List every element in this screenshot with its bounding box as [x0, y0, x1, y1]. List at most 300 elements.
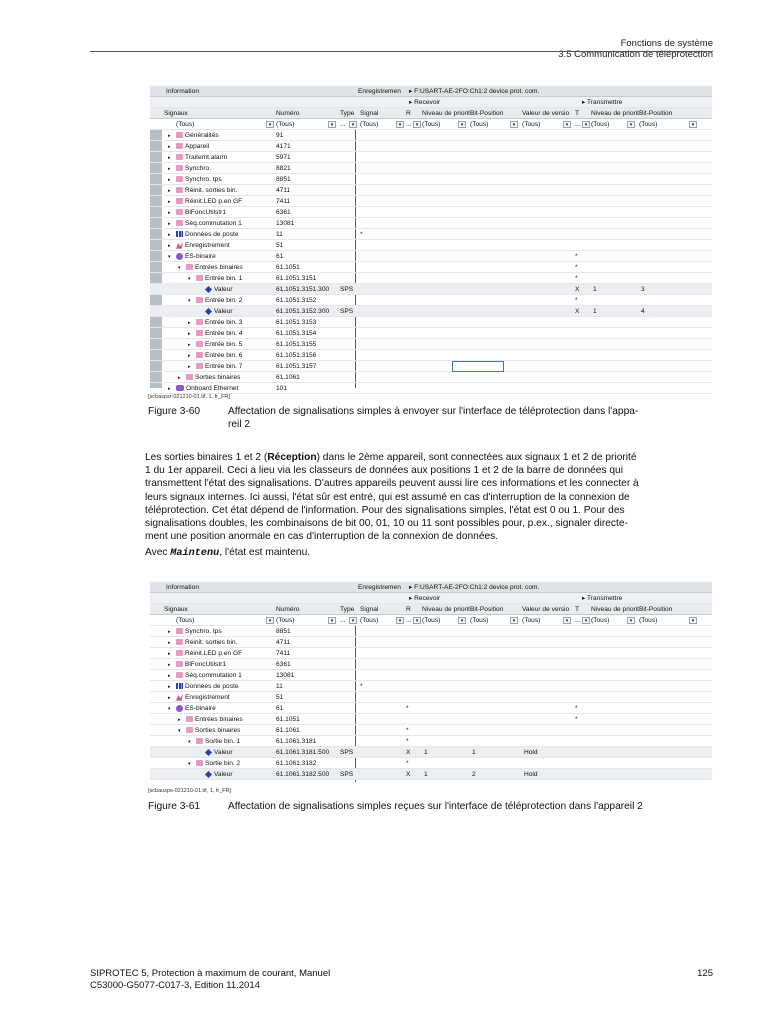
- signal-number: 91: [276, 132, 284, 139]
- signal-label: Valeur: [214, 749, 233, 756]
- table-row[interactable]: [150, 130, 712, 141]
- footer-title: SIPROTEC 5, Protection à maximum de courant, Manuel: [90, 968, 331, 979]
- para-line: 1 du 1er appareil. Ceci a lieu via les classeurs de données aux positions 1 et 2 de la barre de données qui: [145, 465, 623, 477]
- folder-icon: [176, 672, 183, 678]
- table-row[interactable]: [150, 372, 712, 383]
- table-row[interactable]: [150, 328, 712, 339]
- expand-toggle-icon[interactable]: ▸: [178, 717, 181, 723]
- expand-toggle-icon[interactable]: ▸: [168, 232, 171, 238]
- signal-label: Entrée bin. 3: [205, 319, 243, 326]
- transmit-mark: *: [575, 716, 578, 723]
- filter-dropdown-button[interactable]: ▾: [582, 121, 590, 128]
- signal-label: Valeur: [214, 771, 233, 778]
- recording-icon: [176, 694, 183, 701]
- folder-icon: [196, 297, 203, 303]
- filter-dots: ...: [406, 121, 412, 128]
- column-header-niveau2[interactable]: Niveau de priorit: [591, 606, 639, 613]
- signal-number: 11: [276, 683, 283, 690]
- expand-toggle-icon[interactable]: ▸: [168, 695, 171, 701]
- table-row[interactable]: [150, 681, 712, 692]
- filter-dropdown-button[interactable]: ▾: [689, 617, 697, 624]
- filter-dropdown-button[interactable]: ▾: [413, 121, 421, 128]
- recevoir-label: ▸ Recevoir: [409, 595, 441, 602]
- signal-name-cell: [168, 670, 274, 681]
- grid-info-bar: [150, 86, 712, 97]
- signal-label: Sortie bin. 1: [205, 738, 241, 745]
- column-header-niveau[interactable]: Niveau de priorit: [422, 110, 470, 117]
- receive-priority: 1: [424, 771, 428, 778]
- signal-name-cell: [188, 350, 274, 361]
- signal-number: 61: [276, 253, 284, 260]
- column-header-signaux[interactable]: Signaux: [164, 110, 188, 117]
- table-row[interactable]: [150, 637, 712, 648]
- expand-toggle-icon[interactable]: ▸: [168, 651, 171, 657]
- expand-toggle-icon[interactable]: ▸: [188, 353, 191, 359]
- folder-icon: [176, 209, 183, 215]
- signal-name-cell: [168, 207, 274, 218]
- filter-dropdown-button[interactable]: ▾: [349, 121, 357, 128]
- expand-toggle-icon[interactable]: ▾: [188, 298, 191, 304]
- signal-name-cell: [168, 152, 274, 163]
- selected-cell[interactable]: [452, 361, 504, 372]
- signal-name-cell: [188, 736, 274, 747]
- table-row[interactable]: [150, 174, 712, 185]
- filter-dropdown-button[interactable]: ▾: [563, 121, 571, 128]
- station-data-icon: [176, 683, 183, 689]
- signal-number: 4711: [276, 187, 291, 194]
- expand-toggle-icon[interactable]: ▾: [168, 254, 171, 260]
- filter-dropdown-button[interactable]: ▾: [396, 121, 404, 128]
- table-row[interactable]: [150, 747, 712, 758]
- para-text: Avec: [145, 547, 171, 559]
- signal-label: Données de poste: [185, 231, 239, 238]
- signal-number: 13081: [276, 220, 295, 227]
- table-row[interactable]: [150, 295, 712, 306]
- filter-dropdown-button[interactable]: ▾: [510, 617, 518, 624]
- column-header-signal[interactable]: Signal: [360, 110, 379, 117]
- filter-dropdown-button[interactable]: ▾: [458, 617, 466, 624]
- transmit-mark: X: [575, 308, 580, 315]
- signal-number: 8821: [276, 165, 291, 172]
- folder-icon: [176, 143, 183, 149]
- filter-dropdown-button[interactable]: ▾: [328, 617, 336, 624]
- signal-number: 61.1061.3181.500: [276, 749, 330, 756]
- column-header-type[interactable]: Type: [340, 606, 355, 613]
- fallback-value: Hold: [524, 749, 538, 756]
- signal-name-cell: [168, 626, 274, 637]
- signal-name-cell: [168, 141, 274, 152]
- signal-label: Traitemt.alarm: [185, 154, 228, 161]
- filter-dropdown-button[interactable]: ▾: [582, 617, 590, 624]
- transmit-priority: 1: [593, 308, 597, 315]
- column-header-numero[interactable]: Numéro: [276, 110, 300, 117]
- transmettre-label: ▸ Transmettre: [582, 595, 623, 602]
- signal-number: 61.1051.3156: [276, 352, 317, 359]
- para-line: transmettent l'état des signalisations. D'autres appareils peuvent aussi lire ces informations et les connecter à: [145, 478, 639, 490]
- table-row[interactable]: [150, 218, 712, 229]
- table-row[interactable]: [150, 306, 712, 317]
- signal-label: Généralités: [185, 132, 219, 139]
- table-row[interactable]: [150, 670, 712, 681]
- signal-number: 8851: [276, 628, 291, 635]
- filter-dropdown-button[interactable]: ▾: [396, 617, 404, 624]
- signal-type: SPS: [340, 308, 354, 315]
- transmit-priority: 1: [593, 286, 597, 293]
- body-paragraph: [145, 451, 715, 561]
- para-line: ment une position anormale en cas d'interruption de la connexion de données.: [145, 531, 499, 543]
- filter-niv2: (Tous): [591, 121, 610, 128]
- filter-dropdown-button[interactable]: ▾: [266, 121, 274, 128]
- signal-label: Entrée bin. 7: [205, 363, 243, 370]
- figure-number: Figure 3-61: [148, 801, 201, 812]
- info-label: Information: [166, 584, 199, 591]
- folder-icon: [176, 639, 183, 645]
- column-header-niveau[interactable]: Niveau de priorit: [422, 606, 470, 613]
- expand-toggle-icon[interactable]: ▸: [188, 331, 191, 337]
- signal-label: Réinit. sorties bin.: [185, 639, 238, 646]
- filter-sig: (Tous): [176, 617, 195, 624]
- table-row[interactable]: [150, 692, 712, 703]
- record-label: Enregistremen: [358, 88, 401, 95]
- expand-toggle-icon[interactable]: ▸: [168, 243, 171, 249]
- table-row[interactable]: [150, 196, 712, 207]
- signal-number: 61.1051.3157: [276, 363, 317, 370]
- signal-name-cell: [198, 769, 274, 780]
- figure-caption-2: [148, 800, 708, 814]
- filter-dropdown-button[interactable]: ▾: [328, 121, 336, 128]
- receive-bit-position: 2: [472, 771, 476, 778]
- folder-icon: [196, 363, 203, 369]
- filter-dropdown-button[interactable]: ▾: [627, 617, 635, 624]
- signal-label: Sorties binaires: [195, 727, 241, 734]
- signal-number: 5971: [276, 154, 291, 161]
- transmit-mark: *: [575, 297, 578, 304]
- table-row[interactable]: [150, 758, 712, 769]
- grid-subheader: [150, 97, 712, 108]
- filter-bit2: (Tous): [639, 617, 658, 624]
- signal-mark: *: [360, 683, 363, 690]
- signal-number: 61.1051.3151.300: [276, 286, 330, 293]
- signal-name-cell: [168, 218, 274, 229]
- signal-number: 11: [276, 231, 283, 238]
- filter-bit: (Tous): [470, 617, 489, 624]
- column-header-bitpos[interactable]: Bit-Position: [470, 110, 504, 117]
- table-row[interactable]: [150, 648, 712, 659]
- filter-dropdown-button[interactable]: ▾: [563, 617, 571, 624]
- table-row[interactable]: [150, 736, 712, 747]
- expand-toggle-icon[interactable]: ▸: [168, 673, 171, 679]
- signal-name-cell: [168, 229, 274, 240]
- filter-num: (Tous): [276, 617, 295, 624]
- folder-icon: [176, 132, 183, 138]
- receive-priority: 1: [424, 749, 428, 756]
- table-row[interactable]: [150, 714, 712, 725]
- para-line: leurs signaux internes. Ici aussi, l'état sûr est entré, qui est assumé en cas d'interruption de la connexion de: [145, 491, 630, 503]
- signal-number: 61.1051.3151: [276, 275, 317, 282]
- expand-toggle-icon[interactable]: ▾: [178, 728, 181, 734]
- page-header: [558, 38, 713, 60]
- expand-toggle-icon[interactable]: ▸: [168, 133, 171, 139]
- signal-number: 4711: [276, 639, 291, 646]
- column-header-niveau2[interactable]: Niveau de priorit: [591, 110, 639, 117]
- para-text: Les sorties binaires 1 et 2 (: [145, 452, 268, 463]
- column-header-signaux[interactable]: Signaux: [164, 606, 188, 613]
- column-header-t[interactable]: T: [575, 606, 580, 613]
- expand-toggle-icon[interactable]: ▸: [168, 684, 171, 690]
- record-label: Enregistremen: [358, 584, 401, 591]
- column-header-bitpos2[interactable]: Bit-Position: [639, 110, 673, 117]
- filter-niv: (Tous): [422, 121, 441, 128]
- expand-toggle-icon[interactable]: ▾: [188, 761, 191, 767]
- expand-toggle-icon[interactable]: ▸: [188, 364, 191, 370]
- column-header-bitpos[interactable]: Bit-Position: [470, 606, 504, 613]
- grid-subheader: [150, 593, 712, 604]
- expand-toggle-icon[interactable]: ▸: [168, 188, 171, 194]
- folder-icon: [186, 264, 193, 270]
- receive-mark: X: [406, 771, 411, 778]
- signal-label: Enregistrement: [185, 694, 230, 701]
- table-row[interactable]: [150, 703, 712, 714]
- signal-name-cell: [168, 196, 274, 207]
- receive-mark: *: [406, 760, 409, 767]
- value-icon: [205, 308, 212, 315]
- filter-dropdown-button[interactable]: ▾: [349, 617, 357, 624]
- filter-sig: (Tous): [176, 121, 195, 128]
- signal-label: Entrées binaires: [195, 264, 243, 271]
- filter-bit: (Tous): [470, 121, 489, 128]
- header-section: Fonctions de système: [620, 38, 713, 49]
- table-row[interactable]: [150, 251, 712, 262]
- filter-signal: (Tous): [360, 121, 379, 128]
- table-row[interactable]: [150, 240, 712, 251]
- signal-label: Synchro. tps: [185, 176, 222, 183]
- table-row[interactable]: [150, 769, 712, 780]
- expand-toggle-icon[interactable]: ▸: [168, 155, 171, 161]
- figure-source-1: [scbaspsr-021210-01.tif, 1, fr_FR]: [148, 394, 230, 400]
- grid-filter-row: [150, 615, 712, 626]
- figure-text-line1: Affectation de signalisations simples à envoyer sur l'interface de téléprotection dans l'appa-: [228, 406, 639, 417]
- filter-dots: ...: [340, 617, 346, 624]
- para-text: ) dans le 2ème appareil, sont connectées aux signaux 1 et 2 de priorité: [316, 452, 637, 463]
- table-row[interactable]: [150, 350, 712, 361]
- para-line: [145, 546, 715, 560]
- filter-dropdown-button[interactable]: ▾: [689, 121, 697, 128]
- signal-number: 51: [276, 694, 284, 701]
- signal-label: Données de poste: [185, 683, 239, 690]
- expand-toggle-icon[interactable]: ▸: [168, 199, 171, 205]
- column-header-valeur_ver[interactable]: Valeur de versio: [522, 606, 570, 613]
- signal-label: BlFoncUtilstr1: [185, 661, 227, 668]
- signal-name-cell: [198, 306, 274, 317]
- expand-toggle-icon[interactable]: ▸: [178, 375, 181, 381]
- para-line: [145, 451, 715, 464]
- folder-icon: [176, 628, 183, 634]
- expand-toggle-icon[interactable]: ▸: [168, 177, 171, 183]
- signal-label: Onboard Ethernet: [186, 385, 239, 392]
- signal-label: BlFoncUtilstr1: [185, 209, 227, 216]
- expand-toggle-icon[interactable]: ▸: [168, 640, 171, 646]
- signal-label: Sorties binaires: [195, 374, 241, 381]
- ethernet-icon: [176, 385, 184, 391]
- signal-number: 6361: [276, 661, 291, 668]
- signal-name-cell: [188, 758, 274, 769]
- table-row[interactable]: [150, 659, 712, 670]
- folder-icon: [196, 760, 203, 766]
- expand-toggle-icon[interactable]: ▾: [188, 739, 191, 745]
- grid-column-header: [150, 108, 712, 119]
- table-row[interactable]: [150, 361, 712, 372]
- column-header-bitpos2[interactable]: Bit-Position: [639, 606, 673, 613]
- table-row[interactable]: [150, 163, 712, 174]
- table-row[interactable]: [150, 383, 712, 394]
- signal-name-cell: [178, 725, 274, 736]
- filter-dropdown-button[interactable]: ▾: [627, 121, 635, 128]
- folder-icon: [196, 275, 203, 281]
- signal-number: 61.1051: [276, 264, 300, 271]
- signal-name-cell: [168, 383, 274, 394]
- recording-icon: [176, 242, 183, 249]
- table-row[interactable]: [150, 339, 712, 350]
- signal-number: 61: [276, 705, 284, 712]
- expand-toggle-icon[interactable]: ▸: [168, 662, 171, 668]
- signal-label: Entrées binaires: [195, 716, 243, 723]
- signal-name-cell: [188, 328, 274, 339]
- table-row[interactable]: [150, 207, 712, 218]
- filter-dropdown-button[interactable]: ▾: [413, 617, 421, 624]
- table-row[interactable]: [150, 284, 712, 295]
- figure-text-line2: reil 2: [228, 419, 251, 430]
- page-number: 125: [697, 968, 713, 979]
- signal-number: 4171: [276, 143, 291, 150]
- receive-mark: X: [406, 749, 411, 756]
- folder-icon: [176, 650, 183, 656]
- table-row[interactable]: [150, 262, 712, 273]
- expand-toggle-icon[interactable]: ▸: [188, 342, 191, 348]
- column-header-numero[interactable]: Numéro: [276, 606, 300, 613]
- folder-icon: [196, 738, 203, 744]
- signal-number: 13081: [276, 672, 295, 679]
- transmettre-label: ▸ Transmettre: [582, 99, 623, 106]
- expand-toggle-icon[interactable]: ▸: [168, 629, 171, 635]
- table-row[interactable]: [150, 185, 712, 196]
- column-header-valeur_ver[interactable]: Valeur de versio: [522, 110, 570, 117]
- record-path: ▸ F:USART-AE-2FO:Ch1:2 device prot. com.: [409, 88, 540, 95]
- expand-toggle-icon[interactable]: ▸: [168, 221, 171, 227]
- signal-routing-grid-1: [150, 86, 712, 392]
- transmit-mark: X: [575, 286, 580, 293]
- column-header-r[interactable]: R: [406, 110, 411, 117]
- folder-icon: [196, 352, 203, 358]
- folder-icon: [196, 341, 203, 347]
- value-icon: [205, 771, 212, 778]
- filter-niv2: (Tous): [591, 617, 610, 624]
- receive-mark: *: [406, 705, 409, 712]
- folder-icon: [176, 187, 183, 193]
- para-bold: Réception: [267, 452, 317, 463]
- signal-label: Réinit.LED p.en GF: [185, 198, 243, 205]
- signal-number: 61.1061: [276, 374, 300, 381]
- transmit-bit-position: 4: [641, 308, 645, 315]
- signal-name-cell: [188, 317, 274, 328]
- grid-info-bar: [150, 582, 712, 593]
- signal-number: 61.1051.3152: [276, 297, 317, 304]
- signal-name-cell: [178, 714, 274, 725]
- signal-label: Synchro.: [185, 165, 212, 172]
- transmit-bit-position: 3: [641, 286, 645, 293]
- signal-number: 61.1061.3181: [276, 738, 317, 745]
- expand-toggle-icon[interactable]: ▸: [168, 210, 171, 216]
- column-header-t[interactable]: T: [575, 110, 580, 117]
- expand-toggle-icon[interactable]: ▸: [168, 144, 171, 150]
- filter-dropdown-button[interactable]: ▾: [458, 121, 466, 128]
- para-line: téléprotection. Cet état dépend de l'information. Pour des signalisations simples, l'état est 0 ou 1. Pour des: [145, 504, 625, 516]
- signal-name-cell: [168, 251, 274, 262]
- table-row[interactable]: [150, 141, 712, 152]
- figure-text: Affectation de signalisations simples reçues sur l'interface de téléprotection dans l'appareil 2: [228, 801, 643, 812]
- expand-toggle-icon[interactable]: ▸: [168, 386, 171, 392]
- table-row[interactable]: [150, 317, 712, 328]
- signal-label: Synchro. tps: [185, 628, 222, 635]
- column-header-signal[interactable]: Signal: [360, 606, 379, 613]
- signal-number: 101: [276, 385, 288, 392]
- signal-name-cell: [188, 295, 274, 306]
- signal-name-cell: [168, 130, 274, 141]
- info-label: Information: [166, 88, 199, 95]
- folder-icon: [176, 198, 183, 204]
- signal-number: 61.1051.3152.300: [276, 308, 330, 315]
- column-header-type[interactable]: Type: [340, 110, 355, 117]
- signal-label: Réinit.LED p.en GF: [185, 650, 243, 657]
- filter-niv: (Tous): [422, 617, 441, 624]
- expand-toggle-icon[interactable]: ▸: [168, 166, 171, 172]
- filter-dropdown-button[interactable]: ▾: [510, 121, 518, 128]
- fallback-value: Hold: [524, 771, 538, 778]
- table-row[interactable]: [150, 725, 712, 736]
- signal-label: Valeur: [214, 308, 233, 315]
- signal-label: Entrée bin. 1: [205, 275, 243, 282]
- signal-label: Enregistrement: [185, 242, 230, 249]
- signal-name-cell: [198, 747, 274, 758]
- signal-number: 8851: [276, 176, 291, 183]
- expand-toggle-icon[interactable]: ▸: [188, 320, 191, 326]
- signal-name-cell: [188, 361, 274, 372]
- signal-name-cell: [168, 163, 274, 174]
- table-row[interactable]: [150, 152, 712, 163]
- expand-toggle-icon[interactable]: ▾: [178, 265, 181, 271]
- receive-bit-position: 1: [472, 749, 476, 756]
- folder-icon: [186, 716, 193, 722]
- signal-name-cell: [168, 637, 274, 648]
- table-row[interactable]: [150, 273, 712, 284]
- signal-name-cell: [168, 185, 274, 196]
- signal-name-cell: [188, 273, 274, 284]
- figure-source-2: [scbausps-021210-01.tif, 1, fr_FR]: [148, 788, 232, 794]
- signal-number: 61.1051: [276, 716, 300, 723]
- folder-icon: [186, 727, 193, 733]
- signal-name-cell: [178, 262, 274, 273]
- signal-number: 61.1051.3155: [276, 341, 317, 348]
- filter-dropdown-button[interactable]: ▾: [266, 617, 274, 624]
- expand-toggle-icon[interactable]: ▾: [188, 276, 191, 282]
- column-header-r[interactable]: R: [406, 606, 411, 613]
- table-row[interactable]: [150, 626, 712, 637]
- table-row[interactable]: [150, 229, 712, 240]
- folder-icon: [196, 330, 203, 336]
- folder-icon: [176, 220, 183, 226]
- signal-number: 61.1061.3182.500: [276, 771, 330, 778]
- expand-toggle-icon[interactable]: ▾: [168, 706, 171, 712]
- signal-label: Séq.commutation 1: [185, 672, 242, 679]
